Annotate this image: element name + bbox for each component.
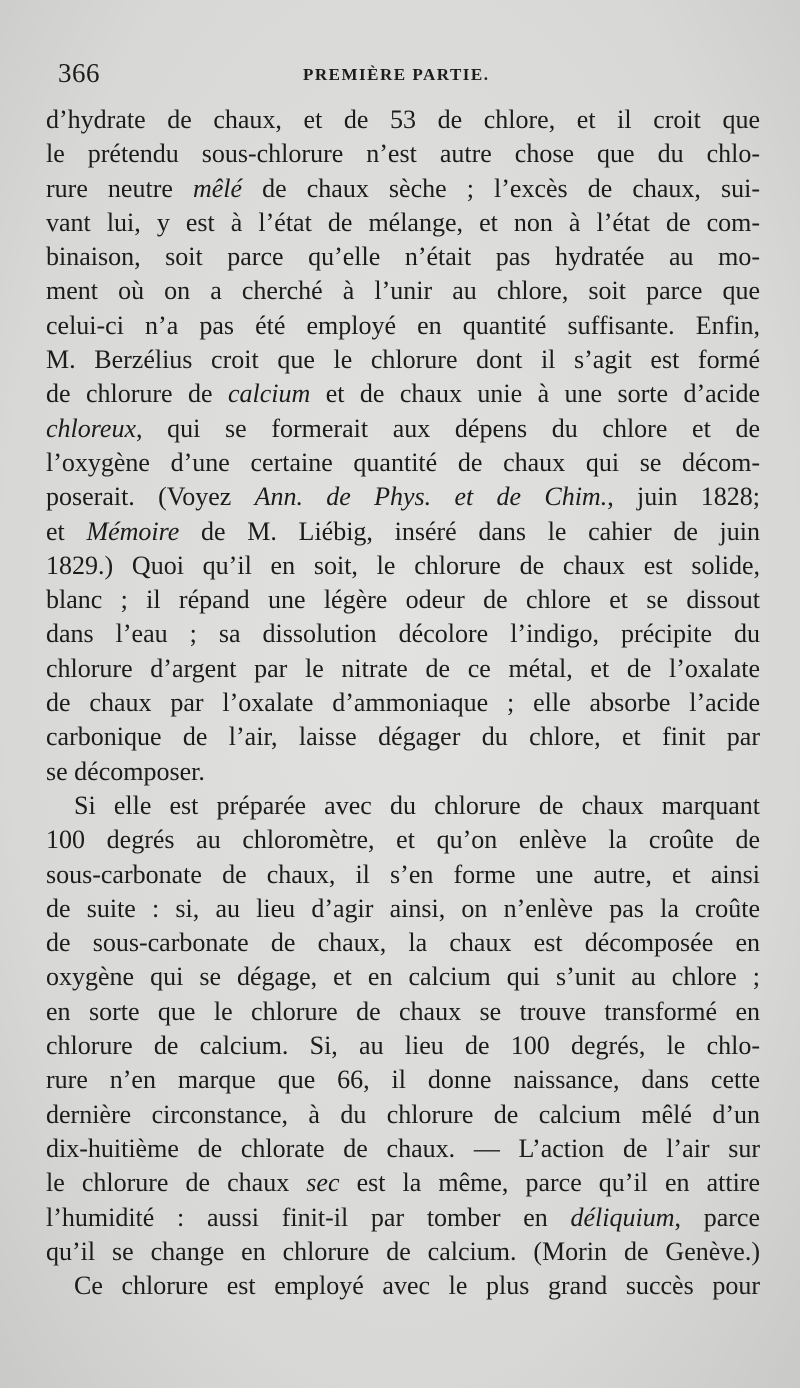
text-line <box>46 789 760 823</box>
text-segment: l’oxygène d’une certaine quantité de chaux qui se décom- <box>46 447 760 477</box>
text-line <box>46 720 760 754</box>
text-line <box>46 446 760 480</box>
text-line <box>46 549 760 583</box>
text-segment: celui-ci n’a pas été employé en quantité suffisante. Enfin, <box>46 310 760 340</box>
text-line <box>46 172 760 206</box>
page-header <box>58 58 758 98</box>
body-text <box>46 103 760 1303</box>
text-line <box>46 583 760 617</box>
text-line <box>46 1269 760 1303</box>
text-segment: dans l’eau ; sa dissolution décolore l’indigo, précipite du <box>46 619 760 649</box>
text-line <box>46 1166 760 1200</box>
text-line <box>46 1235 760 1269</box>
text-segment: et de chaux unie à une sorte d’acide <box>310 379 760 409</box>
text-segment: blanc ; il répand une légère odeur de chlore et se dissout <box>46 585 760 615</box>
text-segment: en sorte que le chlorure de chaux se trouve transformé en <box>46 996 760 1026</box>
text-segment: dernière circonstance, à du chlorure de calcium mêlé d’un <box>46 1099 760 1129</box>
text-segment: poserait. (Voyez <box>46 482 255 512</box>
text-line <box>46 480 760 514</box>
text-segment: Si elle est préparée avec du chlorure de chaux marquant <box>74 790 760 820</box>
text-line <box>46 823 760 857</box>
text-segment: chlorure de calcium. Si, au lieu de 100 degrés, le chlo- <box>46 1031 760 1061</box>
text-line <box>46 103 760 137</box>
text-segment: 100 degrés au chloromètre, et qu’on enlève la croûte de <box>46 825 760 855</box>
text-segment: 1829.) Quoi qu’il en soit, le chlorure de chaux est solide, <box>46 550 760 580</box>
text-segment: l’humidité : aussi finit-il par tomber en <box>46 1202 571 1232</box>
text-line <box>46 1029 760 1063</box>
text-line <box>46 652 760 686</box>
text-line <box>46 686 760 720</box>
text-line <box>46 617 760 651</box>
text-line <box>46 412 760 446</box>
text-segment: dix-huitième de chlorate de chaux. — L’action de l’air sur <box>46 1133 760 1163</box>
text-segment: de chaux par l’oxalate d’ammoniaque ; elle absorbe l’acide <box>46 688 760 718</box>
text-line <box>46 206 760 240</box>
italic-text: déliquium <box>570 1202 675 1232</box>
text-segment: qu’il se change en chlorure de calcium. (Morin de Genève.) <box>46 1236 760 1266</box>
text-line <box>46 274 760 308</box>
text-segment: de chlorure de <box>46 379 228 409</box>
text-segment: M. Berzélius croit que le chlorure dont il s’agit est formé <box>46 345 760 375</box>
italic-text: mêlé <box>192 173 243 203</box>
text-line <box>46 755 760 789</box>
text-line <box>46 926 760 960</box>
italic-text: sec <box>306 1168 340 1198</box>
page-number: 366 <box>58 58 100 88</box>
text-segment: de sous-carbonate de chaux, la chaux est décomposée en <box>46 928 760 958</box>
text-segment: Ce chlorure est employé avec le plus grand succès pour <box>74 1271 760 1301</box>
text-segment: se décomposer. <box>46 756 205 786</box>
text-segment: le chlorure de chaux <box>46 1168 307 1198</box>
text-segment: le prétendu sous-chlorure n’est autre chose que du chlo- <box>46 139 760 169</box>
text-segment: carbonique de l’air, laisse dégager du chlore, et finit par <box>46 722 760 752</box>
text-segment: vant lui, y est à l’état de mélange, et non à l’état de com- <box>46 207 760 237</box>
text-line <box>46 995 760 1029</box>
running-head: PREMIÈRE PARTIE. <box>303 65 490 84</box>
italic-text: Ann. de Phys. et de Chim. <box>254 482 608 512</box>
text-line <box>46 1201 760 1235</box>
text-segment: rure neutre <box>46 173 193 203</box>
text-segment: et <box>46 516 87 546</box>
text-line <box>46 960 760 994</box>
text-segment: est la même, parce qu’il en attire <box>339 1168 760 1198</box>
text-segment: de M. Liébig, inséré dans le cahier de juin <box>179 516 760 546</box>
text-segment: de suite : si, au lieu d’agir ainsi, on n’enlève pas la croûte <box>46 893 760 923</box>
text-line <box>46 1132 760 1166</box>
italic-text: Mémoire <box>86 516 180 546</box>
text-segment: binaison, soit parce qu’elle n’était pas hydratée au mo- <box>46 242 760 272</box>
text-segment: chlorure d’argent par le nitrate de ce métal, et de l’oxalate <box>46 653 760 683</box>
italic-text: calcium <box>227 379 311 409</box>
text-segment: rure n’en marque que 66, il donne naissance, dans cette <box>46 1065 760 1095</box>
text-line <box>46 858 760 892</box>
text-segment: oxygène qui se dégage, et en calcium qui s’unit au chlore ; <box>46 962 760 992</box>
text-segment: sous-carbonate de chaux, il s’en forme une autre, et ainsi <box>46 859 760 889</box>
text-segment: de chaux sèche ; l’excès de chaux, sui- <box>242 173 760 203</box>
text-line <box>46 1063 760 1097</box>
text-segment: , qui se formerait aux dépens du chlore et de <box>136 413 760 443</box>
text-segment: , parce <box>674 1202 761 1232</box>
text-line <box>46 137 760 171</box>
text-line <box>46 1098 760 1132</box>
italic-text: chloreux <box>46 413 136 443</box>
text-line <box>46 309 760 343</box>
text-line <box>46 515 760 549</box>
text-line <box>46 343 760 377</box>
text-line <box>46 892 760 926</box>
text-line <box>46 377 760 411</box>
text-line <box>46 240 760 274</box>
text-segment: , juin 1828; <box>607 482 761 512</box>
text-segment: ment où on a cherché à l’unir au chlore, soit parce que <box>46 276 760 306</box>
text-segment: d’hydrate de chaux, et de 53 de chlore, et il croit que <box>46 105 760 134</box>
